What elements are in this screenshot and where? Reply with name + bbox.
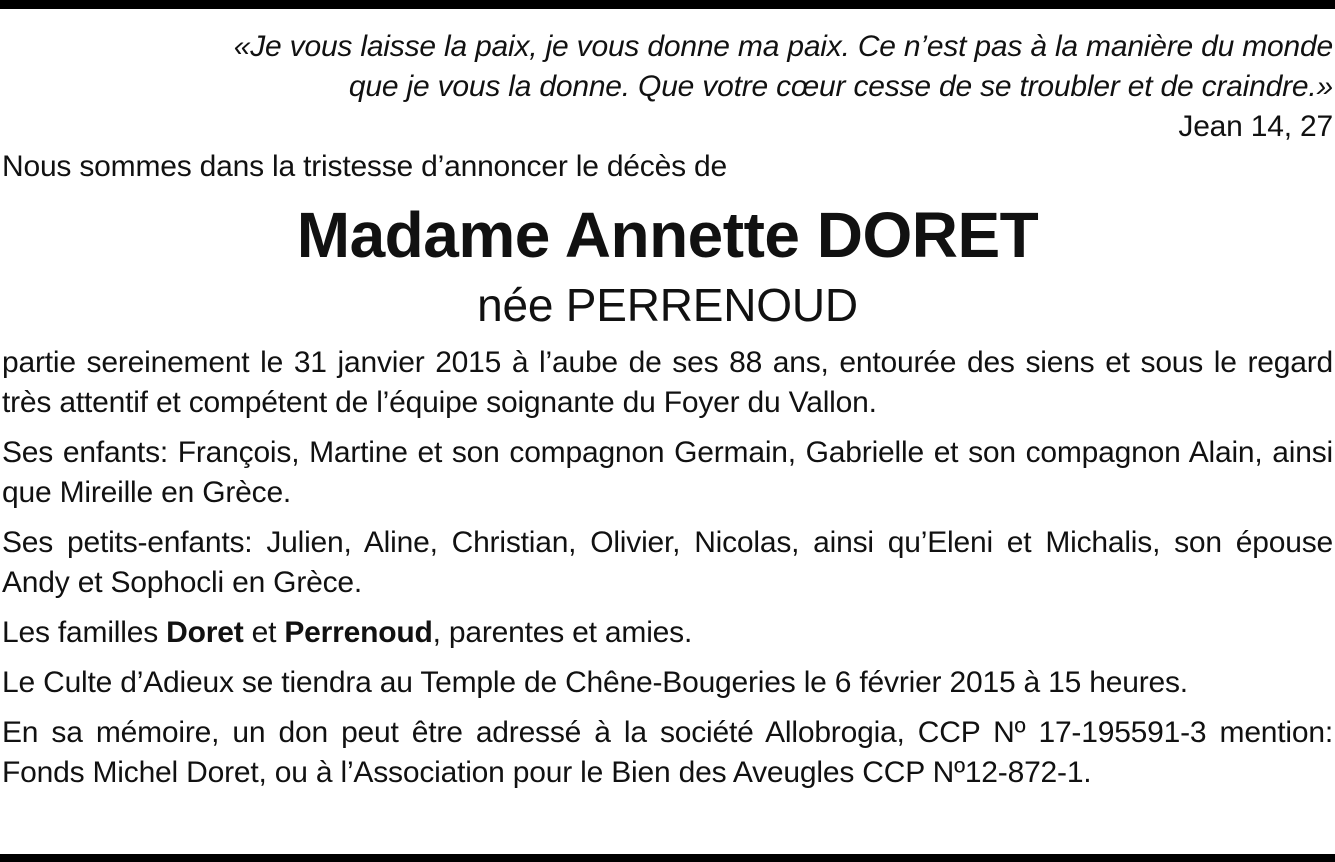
families-prefix: Les familles <box>2 616 167 649</box>
quote-reference: Jean 14, 27 <box>1178 110 1333 143</box>
family-name-perrenoud: Perrenoud <box>284 616 433 649</box>
service-paragraph: Le Culte d’Adieux se tiendra au Temple de Chêne-Bougeries le 6 février 2015 à 15 heures. <box>2 666 1188 699</box>
grandchildren-paragraph: Ses petits-enfants: Julien, Aline, Christian, Olivier, Nicolas, ainsi qu’Eleni et Michalis, son épouse Andy et Sophocli en Grèce. <box>2 526 1333 599</box>
passing-paragraph: partie sereinement le 31 janvier 2015 à l’aube de ses 88 ans, entourée des siens et sous le regard très attentif et compétent de l’équipe soignante du Foyer du Vallon. <box>2 346 1333 419</box>
bottom-border-rule <box>0 854 1335 862</box>
quote-line-2: que je vous la donne. Que votre cœur cesse de se troubler et de craindre.» <box>348 70 1333 103</box>
maiden-name: née PERRENOUD <box>477 279 858 331</box>
obituary-notice <box>2 27 1333 793</box>
families-joiner: et <box>243 616 285 649</box>
families-suffix: , parentes et amies. <box>432 616 693 649</box>
donation-paragraph: En sa mémoire, un don peut être adressé à la société Allobrogia, CCP Nº 17-195591-3 mention: Fonds Michel Doret, ou à l’Association pour le Bien des Aveugles CCP Nº12-872-1. <box>2 716 1333 789</box>
bible-quote <box>2 27 1333 107</box>
announcement-intro: Nous sommes dans la tristesse d’annoncer le décès de <box>2 150 727 183</box>
family-name-doret: Doret <box>166 616 244 649</box>
deceased-name: Madame Annette DORET <box>296 199 1039 271</box>
families-paragraph <box>2 613 1333 653</box>
quote-line-1: «Je vous laisse la paix, je vous donne ma paix. Ce n’est pas à la manière du monde <box>233 30 1333 63</box>
top-border-rule <box>0 0 1335 9</box>
children-paragraph: Ses enfants: François, Martine et son compagnon Germain, Gabrielle et son compagnon Alain, ainsi que Mireille en Grèce. <box>2 436 1333 509</box>
